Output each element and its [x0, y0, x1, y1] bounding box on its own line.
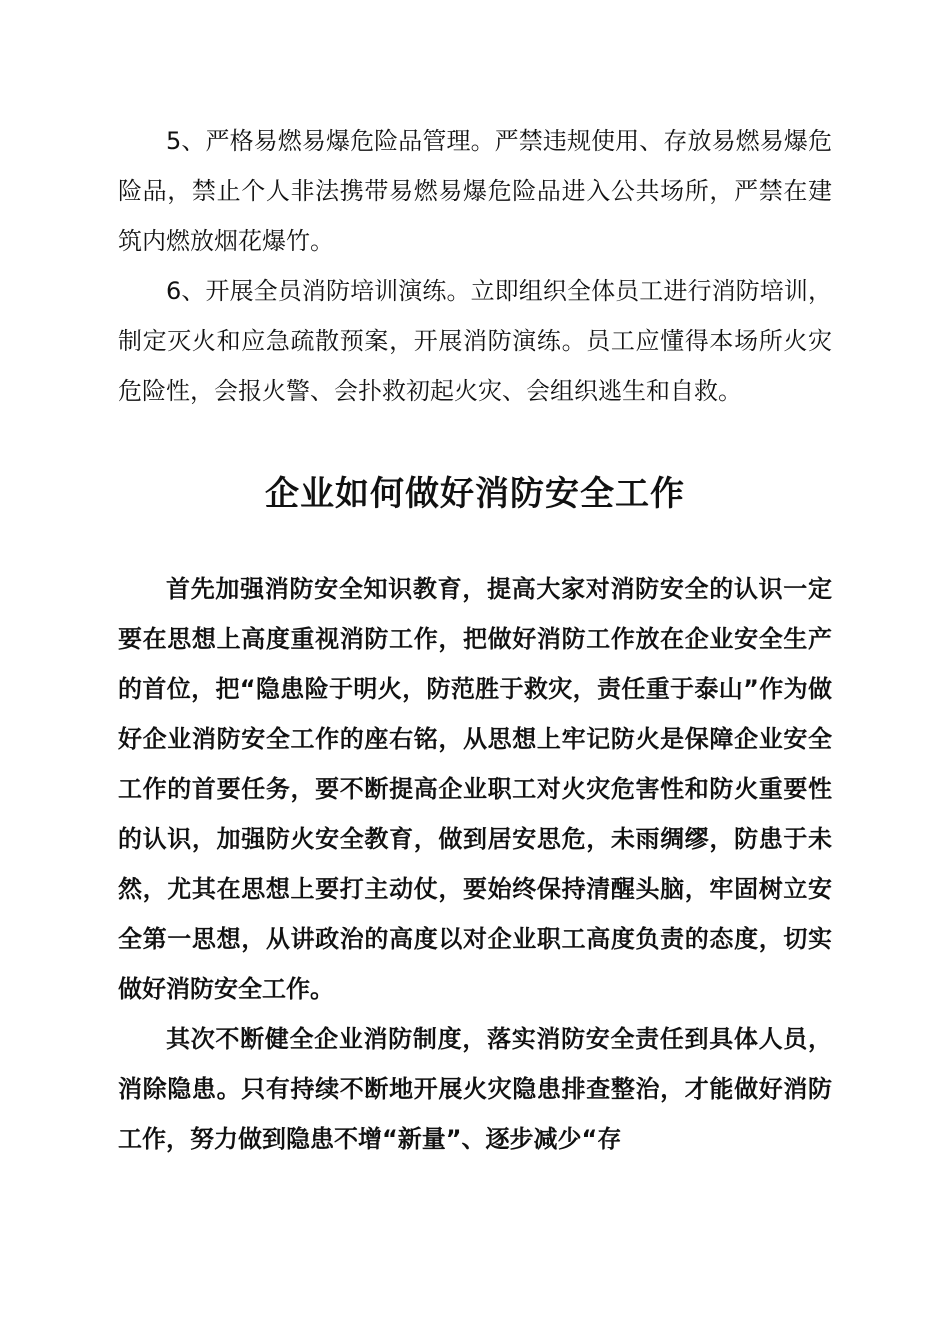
paragraph-education: 首先加强消防安全知识教育，提高大家对消防安全的认识一定要在思想上高度重视消防工作，把做好消防工作放在企业安全生产的首位，把“隐患险于明火，防范胜于救灾，责任重于泰山”作为做好企业消防安全工作的座右铭，从思想上牢记防火是保障企业安全工作的首要任务，要不断提高企业职工对火灾危害性和防火重要性的认识，加强防火安全教育，做到居安思危，未雨绸缪，防患于未然，尤其在思想上要打主动仗，要始终保持清醒头脑，牢固树立安全第一思想，从讲政治的高度以对企业职工高度负责的态度，切实做好消防安全工作。 [118, 575, 832, 1003]
paragraph-item-5: 5、严格易燃易爆危险品管理。严禁违规使用、存放易燃易爆危险品，禁止个人非法携带易燃易爆危险品进入公共场所，严禁在建筑内燃放烟花爆竹。 [118, 127, 832, 255]
paragraph-item-6: 6、开展全员消防培训演练。立即组织全体员工进行消防培训，制定灭火和应急疏散预案，开展消防演练。员工应懂得本场所火灾危险性，会报火警、会扑救初起火灾、会组织逃生和自救。 [118, 277, 832, 405]
section-title: 企业如何做好消防安全工作 [265, 474, 685, 514]
paragraph-system: 其次不断健全企业消防制度，落实消防安全责任到具体人员，消除隐患。只有持续不断地开展火灾隐患排查整治，才能做好消防工作，努力做到隐患不增“新量”、逐步减少“存 [118, 1025, 832, 1153]
